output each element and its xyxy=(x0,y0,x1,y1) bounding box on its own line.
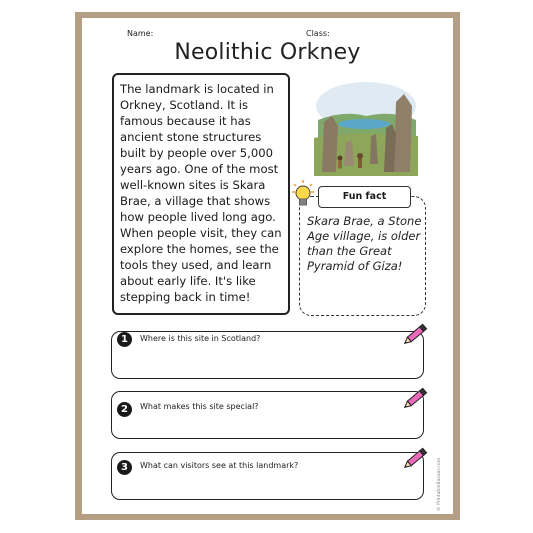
lightbulb-icon xyxy=(292,180,314,210)
answer-box-2[interactable] xyxy=(111,391,424,439)
page-title: Neolithic Orkney xyxy=(174,40,361,65)
reading-passage: The landmark is located in Orkney, Scotland. It is famous because it has ancient stone structures built by people over 5,000 years ago. One of the most well-known sites is Skara Brae, a village that shows how people lived long ago. When people visit, they can explore the homes, see the tools they used, and learn about early life. It's like stepping back in time! xyxy=(112,73,290,315)
question-number-1: 1 xyxy=(117,332,132,347)
pencil-icon xyxy=(404,320,430,346)
fun-fact-title: Fun fact xyxy=(318,186,411,208)
pencil-icon xyxy=(404,444,430,470)
answer-box-3[interactable] xyxy=(111,452,424,500)
name-label: Name: xyxy=(127,29,154,38)
question-text-2: What makes this site special? xyxy=(140,402,259,411)
question-number-3: 3 xyxy=(117,460,132,475)
site-credit xyxy=(433,440,443,512)
question-text-3: What can visitors see at this landmark? xyxy=(140,461,299,470)
class-label: Class: xyxy=(306,29,330,38)
question-text-1: Where is this site in Scotland? xyxy=(140,334,261,343)
credit-text: © PrintableBazaar.com xyxy=(437,457,442,511)
standing-stones-illustration xyxy=(314,76,418,176)
pencil-icon xyxy=(404,384,430,410)
fun-fact-text: Skara Brae, a Stone Age village, is older than the Great Pyramid of Giza! xyxy=(307,214,422,273)
question-number-2: 2 xyxy=(117,402,132,417)
